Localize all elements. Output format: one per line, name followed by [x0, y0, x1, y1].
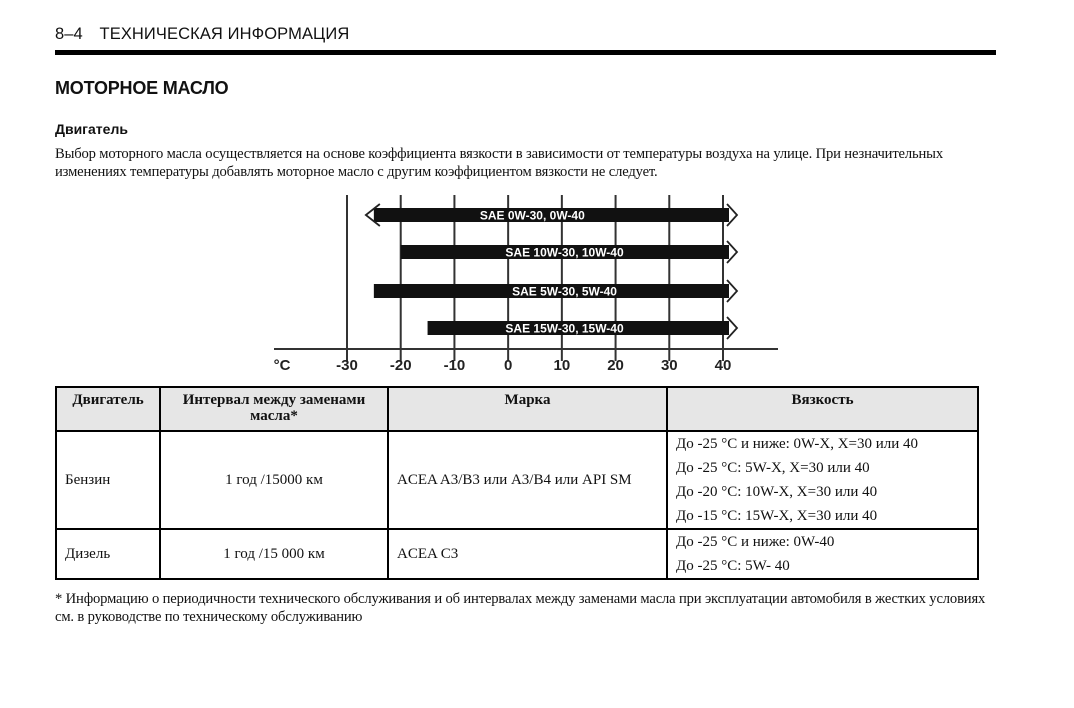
viscosity-temperature-chart — [260, 190, 790, 380]
range-bar-label: SAE 15W-30, 15W-40 — [505, 321, 624, 336]
x-tick-label: 40 — [714, 357, 732, 374]
cell-brand: ACEA C3 — [388, 529, 667, 579]
range-bar — [401, 241, 737, 263]
chart-svg — [260, 190, 790, 380]
cell-engine: Дизель — [56, 529, 160, 579]
viscosity-line: До -25 °C и ниже: 0W-X, X=30 или 40 — [676, 436, 919, 452]
footnote: * Информацию о периодичности технического обслуживания и об интервалах между заменами масла при эксплуатации автомобиля в жестких условиях см. в руководстве по техническому обслуживанию — [55, 591, 986, 625]
axis-unit-label: °C — [273, 357, 291, 374]
cell-brand: ACEA A3/B3 или A3/B4 или API SM — [388, 431, 667, 529]
page-number: 8–4 — [55, 25, 83, 43]
oil-spec-table — [55, 386, 979, 580]
viscosity-line: До -15 °C: 15W-X, X=30 или 40 — [676, 508, 878, 524]
intro-paragraph: Выбор моторного масла осуществляется на основе коэффициента вязкости в зависимости от температуры воздуха на улице. При незначительных изменениях температуры добавлять моторное масло с другим коэффициентом вязкости не следует. — [55, 146, 943, 180]
page-title: МОТОРНОЕ МАСЛО — [55, 78, 229, 98]
x-tick-label: -10 — [443, 357, 466, 374]
cell-engine: Бензин — [56, 431, 160, 529]
bar-layer — [366, 204, 737, 339]
x-tick-label: 30 — [660, 357, 678, 374]
x-tick-label: -30 — [336, 357, 358, 374]
cell-interval: 1 год /15000 км — [160, 431, 388, 529]
x-tick-label: 10 — [553, 357, 571, 374]
range-bar — [374, 280, 737, 302]
viscosity-line: До -20 °C: 10W-X, X=30 или 40 — [676, 484, 878, 500]
table-row — [56, 431, 978, 529]
cell-viscosity — [667, 431, 978, 529]
header-brand: Марка — [388, 387, 667, 431]
x-tick-label: 0 — [503, 357, 513, 374]
header-viscosity: Вязкость — [667, 387, 978, 431]
range-bar — [428, 317, 737, 339]
cell-viscosity — [667, 529, 978, 579]
range-bar-label: SAE 10W-30, 10W-40 — [505, 245, 624, 260]
cell-interval: 1 год /15 000 км — [160, 529, 388, 579]
table-header-row — [56, 387, 978, 431]
viscosity-line: До -25 °C и ниже: 0W-40 — [676, 534, 835, 550]
range-bar-label: SAE 0W-30, 0W-40 — [479, 208, 585, 223]
x-tick-label: 20 — [607, 357, 624, 374]
running-header — [55, 25, 349, 44]
x-tick-label: -20 — [389, 357, 412, 374]
header-interval: Интервал между заменами масла* — [160, 387, 388, 431]
viscosity-line: До -25 °C: 5W-X, X=30 или 40 — [676, 460, 870, 476]
table-row — [56, 529, 978, 579]
viscosity-line: До -25 °C: 5W- 40 — [676, 558, 790, 574]
tick-layer — [336, 357, 731, 374]
range-bar-label: SAE 5W-30, 5W-40 — [512, 284, 617, 299]
header-rule — [55, 50, 996, 55]
range-bar — [366, 204, 737, 226]
section-title: ТЕХНИЧЕСКАЯ ИНФОРМАЦИЯ — [99, 25, 350, 43]
header-engine: Двигатель — [56, 387, 160, 431]
section-subtitle: Двигатель — [55, 121, 128, 137]
